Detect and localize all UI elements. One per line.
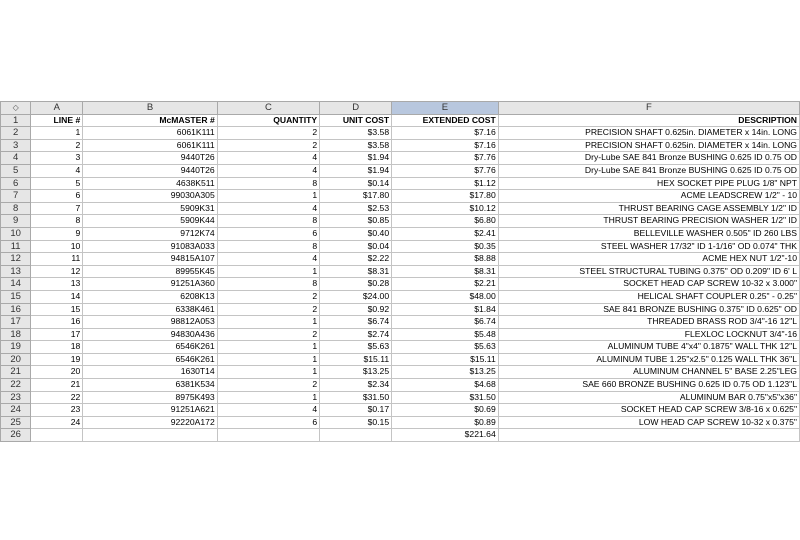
cell-extended-cost[interactable]: $7.76 [392, 152, 499, 165]
cell-unit-cost[interactable]: $3.58 [320, 127, 392, 140]
cell-quantity[interactable]: 1 [217, 366, 319, 379]
cell-unit-cost[interactable]: $2.74 [320, 328, 392, 341]
row-header[interactable]: 20 [1, 353, 31, 366]
cell-unit-cost[interactable]: $31.50 [320, 391, 392, 404]
cell-line-number[interactable]: 14 [31, 290, 83, 303]
cell-extended-cost[interactable]: $7.16 [392, 139, 499, 152]
cell-extended-cost[interactable]: $4.68 [392, 379, 499, 392]
cell-extended-cost[interactable]: $0.89 [392, 416, 499, 429]
cell-line-number[interactable]: 16 [31, 316, 83, 329]
sheet-body [1, 114, 800, 441]
row-header[interactable]: 18 [1, 328, 31, 341]
cell-mcmaster-number[interactable]: 91251A621 [83, 404, 217, 417]
cell-line-number[interactable]: 18 [31, 341, 83, 354]
cell-mcmaster-number[interactable]: 94815A107 [83, 253, 217, 266]
cell-description[interactable]: BELLEVILLE WASHER 0.505" ID 260 LBS [498, 227, 799, 240]
cell-line-number[interactable]: 17 [31, 328, 83, 341]
cell-unit-cost[interactable]: $0.28 [320, 278, 392, 291]
cell-line-number[interactable]: 5 [31, 177, 83, 190]
cell-extended-cost[interactable]: $6.74 [392, 316, 499, 329]
spreadsheet-grid [0, 101, 800, 442]
cell-unit-cost[interactable]: $0.14 [320, 177, 392, 190]
row-header[interactable]: 21 [1, 366, 31, 379]
cell-extended-cost[interactable]: $8.88 [392, 253, 499, 266]
cell-line-number[interactable]: 20 [31, 366, 83, 379]
cell-description[interactable]: PRECISION SHAFT 0.625in. DIAMETER x 14in. LONG [498, 139, 799, 152]
cell-description[interactable]: STEEL STRUCTURAL TUBING 0.375" OD 0.209" ID 6' L [498, 265, 799, 278]
row-header[interactable]: 12 [1, 253, 31, 266]
table-row [1, 139, 800, 152]
cell-line-number[interactable]: 24 [31, 416, 83, 429]
header-unit-cost[interactable]: UNIT COST [320, 114, 392, 127]
cell-extended-cost[interactable]: $10.12 [392, 202, 499, 215]
table-row [1, 253, 800, 266]
cell-mcmaster-number[interactable]: 6061K111 [83, 127, 217, 140]
row-header[interactable]: 10 [1, 227, 31, 240]
cell-description[interactable]: ALUMINUM TUBE 4"x4" 0.1875" WALL THK 12"L [498, 341, 799, 354]
table-row [1, 215, 800, 228]
table-row [1, 353, 800, 366]
cell-quantity[interactable]: 2 [217, 328, 319, 341]
row-header[interactable]: 14 [1, 278, 31, 291]
cell-extended-cost[interactable]: $5.63 [392, 341, 499, 354]
cell-quantity[interactable]: 4 [217, 164, 319, 177]
cell-unit-cost[interactable]: $24.00 [320, 290, 392, 303]
table-row [1, 328, 800, 341]
row-header[interactable]: 19 [1, 341, 31, 354]
row-header[interactable]: 8 [1, 202, 31, 215]
cell-unit-cost[interactable]: $2.34 [320, 379, 392, 392]
table-row [1, 152, 800, 165]
cell-quantity[interactable]: 2 [217, 139, 319, 152]
cell-unit-cost[interactable]: $0.04 [320, 240, 392, 253]
cell-description[interactable]: SAE 841 BRONZE BUSHING 0.375" ID 0.625" OD [498, 303, 799, 316]
cell-line-number[interactable]: 9 [31, 227, 83, 240]
cell-extended-cost[interactable]: $13.25 [392, 366, 499, 379]
cell-quantity[interactable]: 8 [217, 215, 319, 228]
column-header-f[interactable]: F [498, 102, 799, 115]
cell-quantity[interactable]: 1 [217, 391, 319, 404]
cell-description[interactable]: SOCKET HEAD CAP SCREW 3/8-16 x 0.625" [498, 404, 799, 417]
cell-extended-cost[interactable]: $2.21 [392, 278, 499, 291]
cell-quantity[interactable]: 4 [217, 253, 319, 266]
table-row [1, 416, 800, 429]
cell-extended-cost[interactable]: $17.80 [392, 190, 499, 203]
table-row [1, 404, 800, 417]
cell-description[interactable]: ALUMINUM TUBE 1.25"x2.5" 0.125 WALL THK 36"L [498, 353, 799, 366]
row-header[interactable]: 13 [1, 265, 31, 278]
cell-mcmaster-number[interactable]: 8975K493 [83, 391, 217, 404]
column-header-c[interactable]: C [217, 102, 319, 115]
table-row [1, 366, 800, 379]
cell-description[interactable]: STEEL WASHER 17/32" ID 1-1/16" OD 0.074" THK [498, 240, 799, 253]
cell-mcmaster-number[interactable]: 89955K45 [83, 265, 217, 278]
table-row [1, 391, 800, 404]
cell-line-number[interactable]: 8 [31, 215, 83, 228]
column-header-d[interactable]: D [320, 102, 392, 115]
header-description[interactable]: DESCRIPTION [498, 114, 799, 127]
cell-description[interactable]: HEX SOCKET PIPE PLUG 1/8" NPT [498, 177, 799, 190]
cell-description[interactable]: SOCKET HEAD CAP SCREW 10-32 x 3.000" [498, 278, 799, 291]
cell-description[interactable]: Dry-Lube SAE 841 Bronze BUSHING 0.625 ID 0.75 OD [498, 164, 799, 177]
table-row [1, 227, 800, 240]
cell-description[interactable]: THRUST BEARING PRECISION WASHER 1/2" ID [498, 215, 799, 228]
cell-line-number[interactable]: 21 [31, 379, 83, 392]
cell-description[interactable]: ALUMINUM BAR 0.75"x5"x36" [498, 391, 799, 404]
cell-mcmaster-number[interactable]: 9440T26 [83, 164, 217, 177]
cell-empty[interactable] [83, 429, 217, 442]
cell-line-number[interactable]: 6 [31, 190, 83, 203]
cell-unit-cost[interactable]: $1.94 [320, 164, 392, 177]
table-row-total [1, 429, 800, 442]
cell-description[interactable]: ALUMINUM CHANNEL 5" BASE 2.25"LEG [498, 366, 799, 379]
cell-mcmaster-number[interactable]: 92220A172 [83, 416, 217, 429]
cell-mcmaster-number[interactable]: 6208K13 [83, 290, 217, 303]
cell-quantity[interactable]: 6 [217, 416, 319, 429]
row-header[interactable]: 6 [1, 177, 31, 190]
row-header[interactable]: 1 [1, 114, 31, 127]
cell-quantity[interactable]: 1 [217, 190, 319, 203]
cell-quantity[interactable]: 1 [217, 353, 319, 366]
cell-description[interactable]: PRECISION SHAFT 0.625in. DIAMETER x 14in. LONG [498, 127, 799, 140]
cell-unit-cost[interactable]: $8.31 [320, 265, 392, 278]
cell-description[interactable]: THRUST BEARING CAGE ASSEMBLY 1/2" ID [498, 202, 799, 215]
cell-mcmaster-number[interactable]: 6338K461 [83, 303, 217, 316]
cell-mcmaster-number[interactable]: 91083A033 [83, 240, 217, 253]
row-header[interactable]: 26 [1, 429, 31, 442]
cell-mcmaster-number[interactable]: 6381K534 [83, 379, 217, 392]
row-header[interactable]: 15 [1, 290, 31, 303]
cell-line-number[interactable]: 19 [31, 353, 83, 366]
cell-unit-cost[interactable]: $3.58 [320, 139, 392, 152]
cell-extended-cost[interactable]: $1.12 [392, 177, 499, 190]
header-quantity[interactable]: QUANTITY [217, 114, 319, 127]
cell-quantity[interactable]: 8 [217, 278, 319, 291]
column-header-a[interactable]: A [31, 102, 83, 115]
row-header[interactable]: 7 [1, 190, 31, 203]
cell-quantity[interactable]: 6 [217, 227, 319, 240]
cell-line-number[interactable]: 7 [31, 202, 83, 215]
cell-extended-cost[interactable]: $7.76 [392, 164, 499, 177]
cell-mcmaster-number[interactable]: 98812A053 [83, 316, 217, 329]
row-header[interactable]: 25 [1, 416, 31, 429]
cell-mcmaster-number[interactable]: 1630T14 [83, 366, 217, 379]
cell-line-number[interactable]: 4 [31, 164, 83, 177]
row-header[interactable]: 22 [1, 379, 31, 392]
cell-extended-cost[interactable]: $31.50 [392, 391, 499, 404]
cell-description[interactable]: SAE 660 BRONZE BUSHING 0.625 ID 0.75 OD 1.123"L [498, 379, 799, 392]
cell-extended-cost[interactable]: $0.35 [392, 240, 499, 253]
cell-line-number[interactable]: 3 [31, 152, 83, 165]
cell-extended-cost[interactable]: $48.00 [392, 290, 499, 303]
cell-line-number[interactable]: 22 [31, 391, 83, 404]
cell-quantity[interactable]: 4 [217, 152, 319, 165]
cell-line-number[interactable]: 2 [31, 139, 83, 152]
cell-description[interactable]: ACME HEX NUT 1/2"-10 [498, 253, 799, 266]
cell-unit-cost[interactable]: $5.63 [320, 341, 392, 354]
cell-extended-cost[interactable]: $8.31 [392, 265, 499, 278]
cell-quantity[interactable]: 4 [217, 404, 319, 417]
table-row [1, 265, 800, 278]
cell-mcmaster-number[interactable]: 6546K261 [83, 353, 217, 366]
cell-extended-cost[interactable]: $5.48 [392, 328, 499, 341]
cell-extended-cost[interactable]: $7.16 [392, 127, 499, 140]
cell-empty[interactable] [320, 429, 392, 442]
table-row [1, 114, 800, 127]
column-header-b[interactable]: B [83, 102, 217, 115]
cell-mcmaster-number[interactable]: 91251A360 [83, 278, 217, 291]
cell-extended-cost[interactable]: $15.11 [392, 353, 499, 366]
cell-line-number[interactable]: 12 [31, 265, 83, 278]
cell-description[interactable]: FLEXLOC LOCKNUT 3/4"-16 [498, 328, 799, 341]
table-row [1, 240, 800, 253]
table-row [1, 303, 800, 316]
column-header-row [1, 102, 800, 115]
header-mcmaster-number[interactable]: McMASTER # [83, 114, 217, 127]
cell-mcmaster-number[interactable]: 5909K44 [83, 215, 217, 228]
cell-unit-cost[interactable]: $0.40 [320, 227, 392, 240]
table-row [1, 316, 800, 329]
table-row [1, 190, 800, 203]
cell-quantity[interactable]: 8 [217, 240, 319, 253]
cell-unit-cost[interactable]: $13.25 [320, 366, 392, 379]
table-row [1, 278, 800, 291]
cell-mcmaster-number[interactable]: 5909K31 [83, 202, 217, 215]
cell-description[interactable]: ACME LEADSCREW 1/2" - 10 [498, 190, 799, 203]
table-row [1, 290, 800, 303]
cell-description[interactable]: Dry-Lube SAE 841 Bronze BUSHING 0.625 ID 0.75 OD [498, 152, 799, 165]
cell-unit-cost[interactable]: $17.80 [320, 190, 392, 203]
cell-extended-cost[interactable]: $2.41 [392, 227, 499, 240]
cell-extended-cost[interactable]: $1.84 [392, 303, 499, 316]
row-header[interactable]: 16 [1, 303, 31, 316]
cell-unit-cost[interactable]: $0.85 [320, 215, 392, 228]
cell-unit-cost[interactable]: $15.11 [320, 353, 392, 366]
select-all-corner[interactable]: ◇ [1, 102, 31, 115]
cell-description[interactable]: LOW HEAD CAP SCREW 10-32 x 0.375" [498, 416, 799, 429]
cell-unit-cost[interactable]: $1.94 [320, 152, 392, 165]
cell-line-number[interactable]: 15 [31, 303, 83, 316]
cell-unit-cost[interactable]: $2.22 [320, 253, 392, 266]
cell-description[interactable]: THREADED BRASS ROD 3/4"-16 12"L [498, 316, 799, 329]
cell-line-number[interactable]: 10 [31, 240, 83, 253]
cell-quantity[interactable]: 2 [217, 127, 319, 140]
cell-unit-cost[interactable]: $0.15 [320, 416, 392, 429]
row-header[interactable]: 3 [1, 139, 31, 152]
cell-empty[interactable] [498, 429, 799, 442]
cell-unit-cost[interactable]: $0.92 [320, 303, 392, 316]
cell-unit-cost[interactable]: $6.74 [320, 316, 392, 329]
cell-mcmaster-number[interactable]: 9712K74 [83, 227, 217, 240]
cell-empty[interactable] [217, 429, 319, 442]
cell-quantity[interactable]: 4 [217, 202, 319, 215]
cell-line-number[interactable]: 13 [31, 278, 83, 291]
cell-quantity[interactable]: 8 [217, 177, 319, 190]
cell-unit-cost[interactable]: $2.53 [320, 202, 392, 215]
table-row [1, 379, 800, 392]
table-row [1, 341, 800, 354]
row-header[interactable]: 11 [1, 240, 31, 253]
cell-quantity[interactable]: 2 [217, 290, 319, 303]
row-header[interactable]: 2 [1, 127, 31, 140]
table-row [1, 127, 800, 140]
cell-mcmaster-number[interactable]: 6061K111 [83, 139, 217, 152]
table-row [1, 202, 800, 215]
cell-unit-cost[interactable]: $0.17 [320, 404, 392, 417]
cell-line-number[interactable]: 1 [31, 127, 83, 140]
row-header[interactable]: 9 [1, 215, 31, 228]
row-header[interactable]: 5 [1, 164, 31, 177]
cell-line-number[interactable]: 23 [31, 404, 83, 417]
cell-total-extended-cost[interactable]: $221.64 [392, 429, 499, 442]
cell-quantity[interactable]: 1 [217, 316, 319, 329]
row-header[interactable]: 23 [1, 391, 31, 404]
table-row [1, 164, 800, 177]
cell-description[interactable]: HELICAL SHAFT COUPLER 0.25" - 0.25" [498, 290, 799, 303]
row-header[interactable]: 4 [1, 152, 31, 165]
cell-quantity[interactable]: 2 [217, 379, 319, 392]
header-line-number[interactable]: LINE # [31, 114, 83, 127]
cell-extended-cost[interactable]: $0.69 [392, 404, 499, 417]
cell-mcmaster-number[interactable]: 99030A305 [83, 190, 217, 203]
cell-extended-cost[interactable]: $6.80 [392, 215, 499, 228]
cell-mcmaster-number[interactable]: 9440T26 [83, 152, 217, 165]
cell-empty[interactable] [31, 429, 83, 442]
cell-mcmaster-number[interactable]: 6546K261 [83, 341, 217, 354]
row-header[interactable]: 24 [1, 404, 31, 417]
cell-quantity[interactable]: 2 [217, 303, 319, 316]
cell-mcmaster-number[interactable]: 4638K511 [83, 177, 217, 190]
column-header-e-selected[interactable]: E [392, 102, 499, 115]
row-header[interactable]: 17 [1, 316, 31, 329]
cell-quantity[interactable]: 1 [217, 265, 319, 278]
cell-line-number[interactable]: 11 [31, 253, 83, 266]
header-extended-cost[interactable]: EXTENDED COST [392, 114, 499, 127]
cell-quantity[interactable]: 1 [217, 341, 319, 354]
table-row [1, 177, 800, 190]
cell-mcmaster-number[interactable]: 94830A436 [83, 328, 217, 341]
